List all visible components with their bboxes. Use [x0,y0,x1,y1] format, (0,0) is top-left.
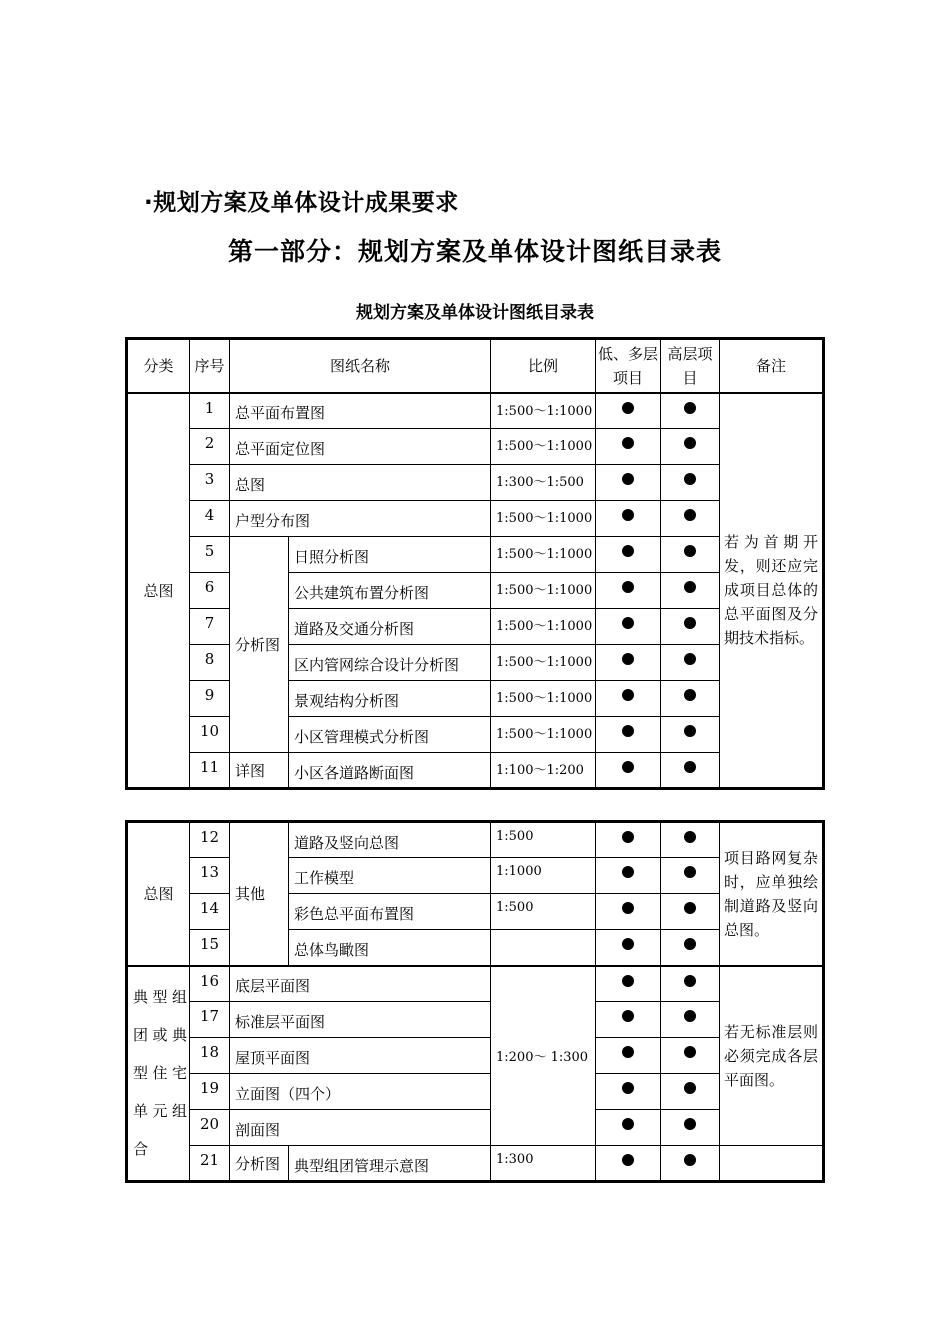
scale-cell: 1:500～1:1000 [491,393,596,429]
category-cell: 典型组团或典型住宅单元组合 [127,966,190,1182]
low-rise-dot [596,894,661,930]
filled-dot-icon [622,761,634,773]
filled-dot-icon [684,437,696,449]
low-rise-dot [596,501,661,537]
filled-dot-icon [684,509,696,521]
low-rise-dot [596,966,661,1002]
table-row [127,1074,824,1110]
filled-dot-icon [684,975,696,987]
table-row [127,501,824,537]
filled-dot-icon [622,437,634,449]
filled-dot-icon [622,938,634,950]
table-row [127,966,824,1002]
high-rise-dot [661,753,720,789]
seq-cell: 19 [190,1074,230,1110]
header-seq: 序号 [190,339,230,393]
filled-dot-icon [684,1010,696,1022]
high-rise-dot [661,609,720,645]
name-cell: 立面图（四个） [230,1074,491,1110]
filled-dot-icon [622,866,634,878]
analysis-group-label: 分析图 [230,1146,289,1182]
table-caption: 规划方案及单体设计图纸目录表 [356,303,594,323]
name-cell: 工作模型 [289,858,491,894]
remark-cell [720,822,824,966]
filled-dot-icon [622,545,634,557]
high-rise-dot [661,465,720,501]
filled-dot-icon [684,581,696,593]
name-cell: 总图 [230,465,491,501]
header-high-rise: 高层项目 [661,339,720,393]
high-rise-dot [661,501,720,537]
seq-cell: 21 [190,1146,230,1182]
filled-dot-icon [622,1046,634,1058]
seq-cell: 16 [190,966,230,1002]
name-cell: 小区管理模式分析图 [289,717,491,753]
part-heading: 第一部分：规划方案及单体设计图纸目录表 [227,237,722,266]
scale-cell: 1:500～1:1000 [491,429,596,465]
filled-dot-icon [684,831,696,843]
header-low-rise: 低、多层项目 [596,339,661,393]
category-cell: 总图 [127,393,190,789]
filled-dot-icon [684,1082,696,1094]
seq-cell: 11 [190,753,230,789]
name-cell: 道路及竖向总图 [289,822,491,858]
scale-cell: 1:1000 [491,858,596,894]
high-rise-dot [661,858,720,894]
high-rise-dot [661,1002,720,1038]
seq-cell: 3 [190,465,230,501]
drawing-catalog-table-1 [125,337,825,790]
name-cell: 小区各道路断面图 [289,753,491,789]
filled-dot-icon [622,473,634,485]
low-rise-dot [596,393,661,429]
filled-dot-icon [684,545,696,557]
low-rise-dot [596,537,661,573]
filled-dot-icon [622,509,634,521]
filled-dot-icon [622,975,634,987]
high-rise-dot [661,930,720,966]
empty-remark-cell [720,1146,824,1182]
scale-cell: 1:100～1:200 [491,753,596,789]
high-rise-dot [661,1038,720,1074]
table-header-row [127,339,824,393]
scale-cell [491,930,596,966]
scale-cell: 1:500～1:1000 [491,645,596,681]
filled-dot-icon [622,581,634,593]
filled-dot-icon [684,902,696,914]
filled-dot-icon [622,1154,634,1166]
table-row [127,1110,824,1146]
name-cell: 区内管网综合设计分析图 [289,645,491,681]
filled-dot-icon [622,902,634,914]
high-rise-dot [661,1146,720,1182]
scale-cell: 1:500～1:1000 [491,681,596,717]
seq-cell: 4 [190,501,230,537]
name-cell: 屋顶平面图 [230,1038,491,1074]
filled-dot-icon [622,1118,634,1130]
low-rise-dot [596,1038,661,1074]
filled-dot-icon [684,725,696,737]
filled-dot-icon [684,689,696,701]
scale-cell: 1:300 [491,1146,596,1182]
filled-dot-icon [684,1046,696,1058]
table-row [127,1146,824,1182]
table-row [127,429,824,465]
low-rise-dot [596,822,661,858]
seq-cell: 15 [190,930,230,966]
low-rise-dot [596,858,661,894]
high-rise-dot [661,429,720,465]
remark-cell [720,393,824,789]
table-row [127,537,824,573]
name-cell: 总平面定位图 [230,429,491,465]
scale-cell: 1:500 [491,894,596,930]
scale-cell: 1:500～1:1000 [491,717,596,753]
table-row [127,822,824,858]
filled-dot-icon [622,402,634,414]
high-rise-dot [661,822,720,858]
high-rise-dot [661,681,720,717]
name-cell: 剖面图 [230,1110,491,1146]
low-rise-dot [596,1074,661,1110]
low-rise-dot [596,573,661,609]
filled-dot-icon [622,617,634,629]
shared-scale-cell: 1:200～ 1:300 [491,966,596,1146]
low-rise-dot [596,717,661,753]
scale-cell: 1:500～1:1000 [491,501,596,537]
category-cell: 总图 [127,822,190,966]
seq-cell: 13 [190,858,230,894]
filled-dot-icon [622,725,634,737]
header-scale: 比例 [491,339,596,393]
scale-cell: 1:300～1:500 [491,465,596,501]
filled-dot-icon [684,938,696,950]
low-rise-dot [596,1146,661,1182]
seq-cell: 18 [190,1038,230,1074]
high-rise-dot [661,894,720,930]
seq-cell: 17 [190,1002,230,1038]
other-group-label: 其他 [230,822,289,966]
high-rise-dot [661,645,720,681]
low-rise-dot [596,681,661,717]
table-row [127,465,824,501]
remark-text: 若无标准层则必须完成各层平面图。 [724,1022,818,1089]
low-rise-dot [596,609,661,645]
scale-cell: 1:500～1:1000 [491,573,596,609]
seq-cell: 9 [190,681,230,717]
filled-dot-icon [684,866,696,878]
remark-text: 若为首期开发，则还应完成项目总体的总平面图及分期技术指标。 [724,533,819,648]
header-remark: 备注 [720,339,824,393]
drawing-catalog-table-2 [125,820,825,1183]
detail-group-label: 详图 [230,753,289,789]
seq-cell: 1 [190,393,230,429]
section-heading: ·规划方案及单体设计成果要求 [144,190,459,216]
analysis-group-label: 分析图 [230,537,289,753]
filled-dot-icon [684,761,696,773]
seq-cell: 14 [190,894,230,930]
filled-dot-icon [684,653,696,665]
high-rise-dot [661,966,720,1002]
high-rise-dot [661,1074,720,1110]
low-rise-dot [596,930,661,966]
name-cell: 底层平面图 [230,966,491,1002]
name-cell: 标准层平面图 [230,1002,491,1038]
seq-cell: 7 [190,609,230,645]
filled-dot-icon [684,402,696,414]
name-cell: 彩色总平面布置图 [289,894,491,930]
low-rise-dot [596,465,661,501]
header-category: 分类 [127,339,190,393]
low-rise-dot [596,1110,661,1146]
scale-cell: 1:500 [491,822,596,858]
high-rise-dot [661,1110,720,1146]
seq-cell: 8 [190,645,230,681]
name-cell: 景观结构分析图 [289,681,491,717]
seq-cell: 2 [190,429,230,465]
name-cell: 日照分析图 [289,537,491,573]
low-rise-dot [596,1002,661,1038]
seq-cell: 6 [190,573,230,609]
name-cell: 户型分布图 [230,501,491,537]
high-rise-dot [661,393,720,429]
high-rise-dot [661,717,720,753]
table-row [127,1002,824,1038]
high-rise-dot [661,537,720,573]
name-cell: 道路及交通分析图 [289,609,491,645]
name-cell: 典型组团管理示意图 [289,1146,491,1182]
table-row [127,1038,824,1074]
name-cell: 总体鸟瞰图 [289,930,491,966]
seq-cell: 5 [190,537,230,573]
filled-dot-icon [684,1154,696,1166]
name-cell: 公共建筑布置分析图 [289,573,491,609]
filled-dot-icon [622,689,634,701]
low-rise-dot [596,753,661,789]
filled-dot-icon [622,1082,634,1094]
table-row [127,393,824,429]
filled-dot-icon [622,831,634,843]
scale-cell: 1:500～1:1000 [491,537,596,573]
table-row [127,753,824,789]
seq-cell: 10 [190,717,230,753]
filled-dot-icon [622,1010,634,1022]
scale-cell: 1:500～1:1000 [491,609,596,645]
high-rise-dot [661,573,720,609]
filled-dot-icon [684,473,696,485]
filled-dot-icon [684,617,696,629]
low-rise-dot [596,429,661,465]
filled-dot-icon [622,653,634,665]
remark-text: 项目路网复杂时，应单独绘制道路及竖向总图。 [724,848,818,939]
seq-cell: 12 [190,822,230,858]
low-rise-dot [596,645,661,681]
name-cell: 总平面布置图 [230,393,491,429]
filled-dot-icon [684,1118,696,1130]
header-name: 图纸名称 [230,339,491,393]
remark-cell [720,966,824,1146]
seq-cell: 20 [190,1110,230,1146]
